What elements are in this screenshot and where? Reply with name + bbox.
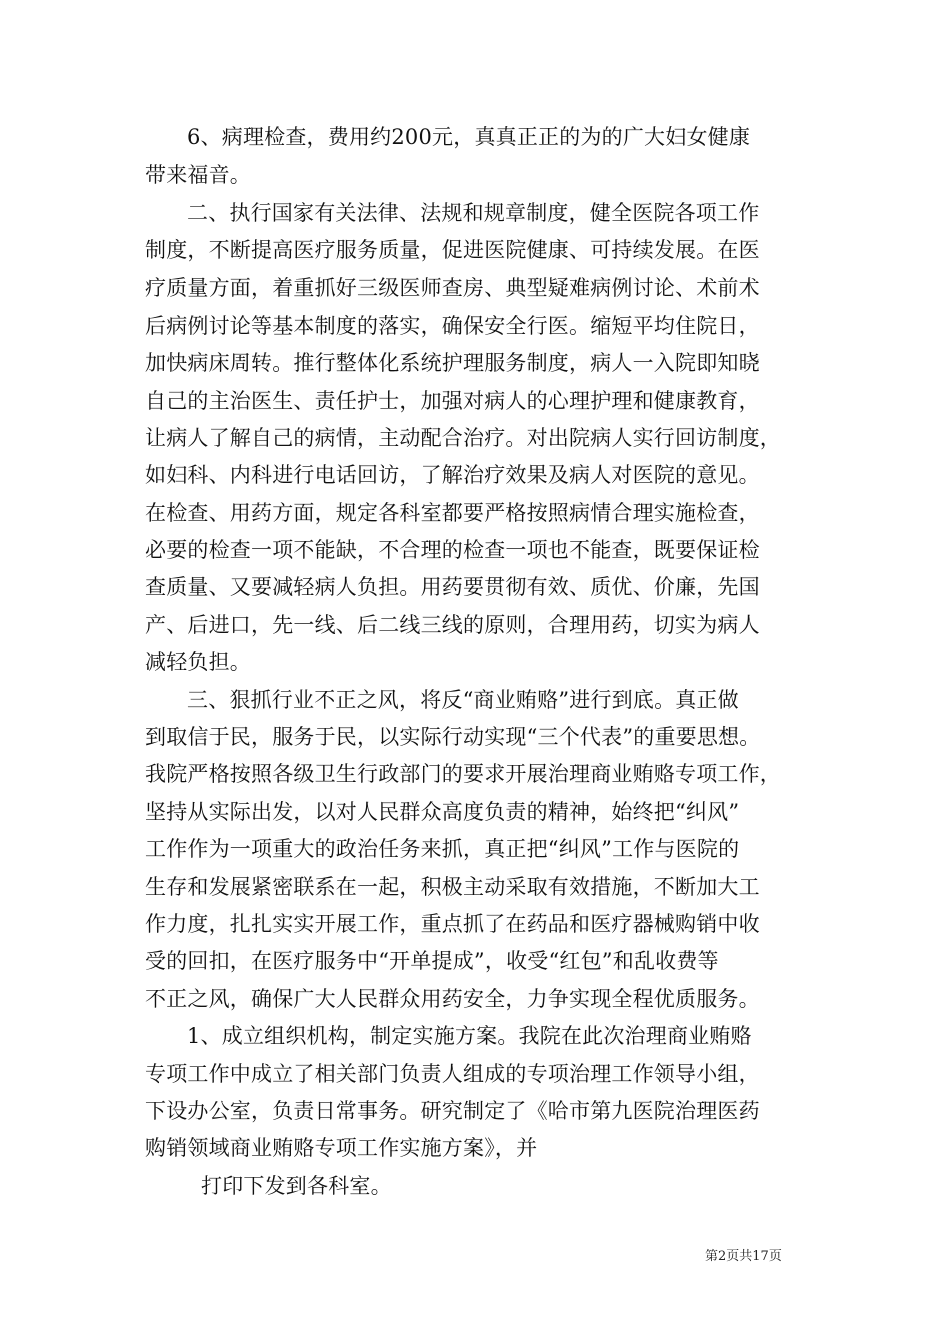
text-line: 6、病理检查，费用约200元，真真正正的为的广大妇女健康: [187, 125, 751, 149]
text-line: 后病例讨论等基本制度的落实，确保安全行医。缩短平均住院日，: [145, 314, 760, 338]
text-line: 购销领域商业贿赂专项工作实施方案》，并: [145, 1136, 538, 1160]
page-footer: 第2页共17页: [705, 1249, 782, 1264]
text-line: 我院严格按照各级卫生行政部门的要求开展治理商业贿赂专项工作，: [145, 762, 781, 786]
text-line: 二、执行国家有关法律、法规和规章制度，健全医院各项工作: [187, 201, 760, 225]
text-line: 打印下发到各科室。: [201, 1174, 392, 1198]
text-line: 疗质量方面，着重抓好三级医师查房、典型疑难病例讨论、术前术: [145, 276, 760, 300]
text-line: 生存和发展紧密联系在一起，积极主动采取有效措施，不断加大工: [145, 875, 760, 899]
text-line: 查质量、又要减轻病人负担。用药要贯彻有效、质优、价廉，先国: [145, 575, 760, 599]
text-line: 制度，不断提高医疗服务质量，促进医院健康、可持续发展。在医: [145, 238, 760, 262]
text-line: 受的回扣，在医疗服务中“开单提成”，收受“红包”和乱收费等: [145, 949, 719, 973]
text-line: 如妇科、内科进行电话回访，了解治疗效果及病人对医院的意见。: [145, 463, 760, 487]
text-line: 专项工作中成立了相关部门负责人组成的专项治理工作领导小组，: [145, 1062, 760, 1086]
text-line: 产、后进口，先一线、后二线三线的原则，合理用药，切实为病人: [145, 613, 760, 637]
text-line: 坚持从实际出发，以对人民群众高度负责的精神，始终把“纠风”: [145, 800, 740, 824]
text-line: 必要的检查一项不能缺，不合理的检查一项也不能查，既要保证检: [145, 538, 760, 562]
text-line: 让病人了解自己的病情，主动配合治疗。对出院病人实行回访制度，: [145, 426, 781, 450]
text-line: 作力度，扎扎实实开展工作，重点抓了在药品和医疗器械购销中收: [145, 912, 760, 936]
text-line: 到取信于民，服务于民，以实际行动实现“三个代表”的重要思想。: [145, 725, 761, 749]
text-line: 1、成立组织机构，制定实施方案。我院在此次治理商业贿赂: [187, 1024, 752, 1048]
text-line: 带来福音。: [145, 163, 251, 187]
text-line: 不正之风，确保广大人民群众用药安全，力争实现全程优质服务。: [145, 987, 760, 1011]
text-line: 工作作为一项重大的政治任务来抓，真正把“纠风”工作与医院的: [145, 837, 740, 861]
text-line: 下设办公室，负责日常事务。研究制定了《哈市第九医院治理医药: [145, 1099, 760, 1123]
text-line: 三、狠抓行业不正之风，将反“商业贿赂”进行到底。真正做: [187, 688, 739, 712]
text-line: 减轻负担。: [145, 650, 251, 674]
text-line: 加快病床周转。推行整体化系统护理服务制度，病人一入院即知晓: [145, 351, 760, 375]
text-line: 自己的主治医生、责任护士，加强对病人的心理护理和健康教育，: [145, 389, 760, 413]
text-line: 在检查、用药方面，规定各科室都要严格按照病情合理实施检查，: [145, 501, 760, 525]
